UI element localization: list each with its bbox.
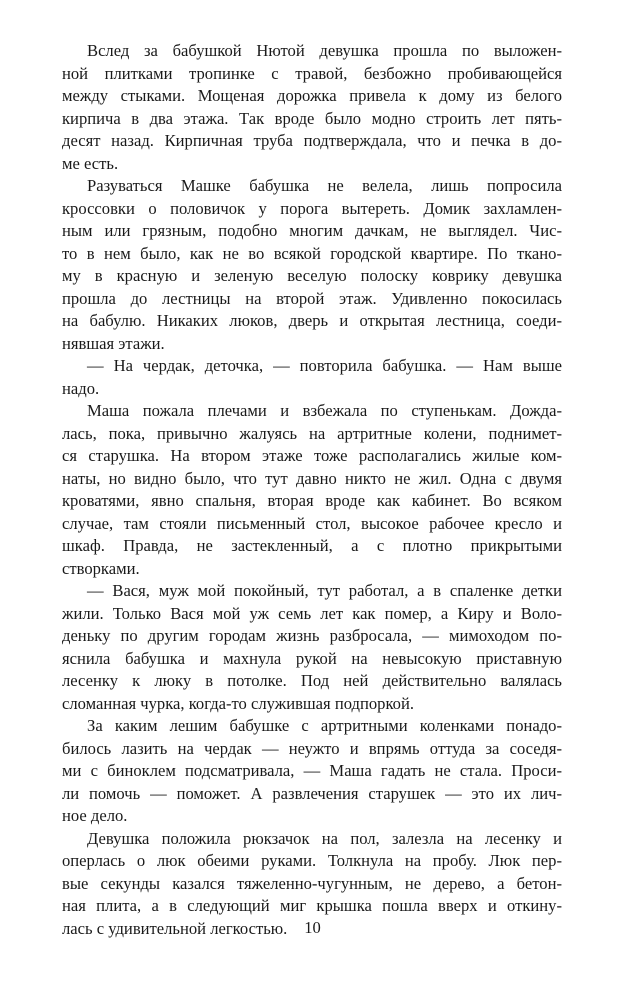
text-line: Разуваться Машке бабушка не велела, лишь попросила: [87, 176, 562, 195]
text-line: ным или грязным, подобно многим дачкам, не выглядел. Чис-: [62, 221, 562, 240]
text-line: надо.: [62, 378, 100, 398]
text-line: ной плитками тропинке с травой, безбожно пробивающейся: [62, 63, 562, 83]
text-line: прошла до лестницы на второй этаж. Удивленно покосилась: [62, 288, 562, 308]
text-line: ме есть.: [62, 153, 119, 173]
text-line: случае, там стояли письменный стол, высокое рабочее кресло и: [62, 513, 562, 533]
text-line: лась, пока, привычно жалуясь на артритные колени, поднимет-: [62, 423, 562, 443]
text-line: то в нем было, как не во всякой городской квартире. По ткано-: [62, 243, 562, 263]
text-line: кроссовки о половичок у порога вытереть. Домик захламлен-: [62, 198, 562, 218]
book-page-text: [62, 40, 562, 940]
text-line: му в красную и зеленую веселую полоску коврику девушка: [62, 266, 562, 285]
text-line: нявшая этажи.: [62, 333, 165, 353]
text-line: вые секунды казался тяжеленно-чугунным, не дерево, а бетон-: [62, 873, 562, 893]
text-line: лесенку к люку в потолке. Под ней действительно валялась: [62, 671, 562, 690]
text-line: сломанная чурка, когда-то служившая подпоркой.: [62, 693, 414, 713]
text-line: Маша пожала плечами и взбежала по ступенькам. Дожда-: [87, 401, 562, 420]
text-line: ся старушка. На втором этаже тоже располагались жилые ком-: [62, 446, 562, 465]
page-number: 10: [304, 918, 321, 937]
text-line: на бабулю. Никаких люков, дверь и открытая лестница, соеди-: [62, 311, 562, 330]
text-line: кирпича в два этажа. Так вроде было модно строить лет пять-: [62, 108, 562, 128]
text-line: лась с удивительной легкостью.: [62, 918, 288, 938]
text-line: шкаф. Правда, не застекленный, а с плотно прикрытыми: [62, 536, 562, 555]
text-line: билось лазить на чердак — неужто и впрямь оттуда за соседя-: [62, 738, 562, 758]
paragraph: [62, 580, 562, 715]
text-line: ли помочь — поможет. А развлечения старушек — это их лич-: [62, 783, 562, 803]
text-line: ная плита, а в следующий миг крышка пошла вверх и откину-: [62, 896, 562, 915]
paragraph: [62, 175, 562, 355]
text-line: Девушка положила рюкзачок на пол, залезла на лесенку и: [87, 828, 562, 848]
text-line: ное дело.: [62, 806, 128, 825]
text-line: наты, но видно было, что тут давно никто не жил. Одна с двумя: [62, 468, 562, 488]
text-line: — На чердак, деточка, — повторила бабушка. — Нам выше: [87, 356, 562, 375]
text-line: десят назад. Кирпичная труба подтверждала, что и печка в до-: [62, 131, 562, 150]
text-line: Вслед за бабушкой Нютой девушка прошла по выложен-: [87, 41, 562, 60]
text-line: яснила бабушка и махнула рукой на невысокую приставную: [62, 648, 562, 668]
paragraph: [62, 355, 562, 400]
paragraph: [62, 40, 562, 175]
paragraph: [62, 400, 562, 580]
text-line: жили. Только Вася мой уж семь лет как помер, а Киру и Воло-: [62, 603, 562, 623]
text-line: деньку по другим городам жизнь разбросала, — мимоходом по-: [62, 626, 562, 645]
text-line: За каким лешим бабушке с артритными коленками понадо-: [87, 716, 562, 735]
text-line: — Вася, муж мой покойный, тут работал, а в спаленке детки: [87, 581, 562, 600]
text-line: между стыками. Мощеная дорожка привела к дому из белого: [62, 86, 562, 105]
text-line: оперлась о люк обеими руками. Толкнула на пробу. Люк пер-: [62, 851, 562, 870]
paragraph: [62, 715, 562, 828]
text-line: створками.: [62, 558, 140, 578]
text-line: ми с биноклем подсматривала, — Маша гадать не стала. Проси-: [62, 761, 562, 780]
text-line: кроватями, явно спальня, вторая вроде как кабинет. Во всяком: [62, 491, 562, 510]
